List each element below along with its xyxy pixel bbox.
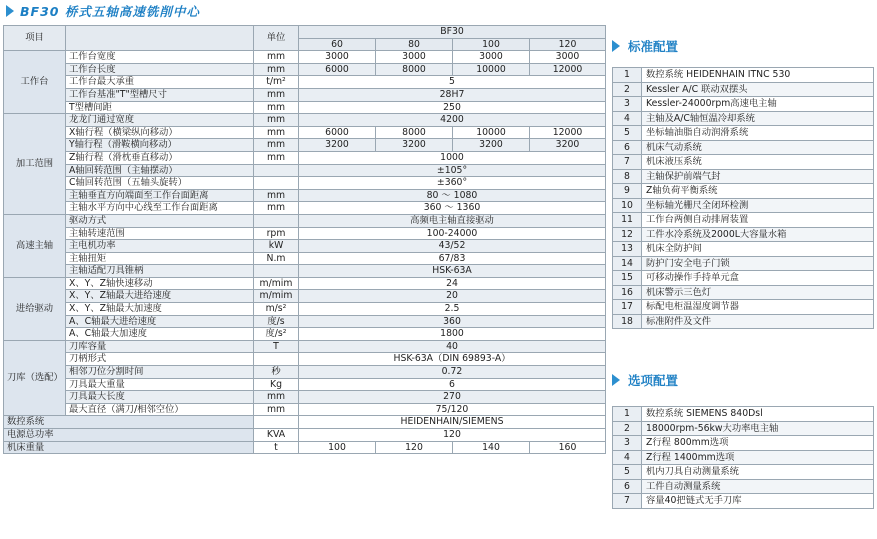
item-label: A、C轴最大加速度: [66, 328, 254, 341]
item-label: X轴行程（横梁纵向移动）: [66, 126, 254, 139]
value-cell: 5: [299, 76, 606, 89]
item-label: 主轴水平方向中心线至工作台面距离: [66, 202, 254, 215]
table-row: [4, 189, 606, 202]
spec-table: [3, 25, 606, 454]
list-item-number: 7: [613, 494, 642, 509]
value-cell: 10000: [453, 63, 530, 76]
value-cell: 10000: [453, 126, 530, 139]
unit-cell: mm: [254, 101, 299, 114]
list-item: [613, 407, 874, 422]
unit-cell: mm: [254, 63, 299, 76]
item-label: 主电机功率: [66, 240, 254, 253]
table-row: [4, 164, 606, 177]
list-item: [613, 184, 874, 199]
list-item-number: 16: [613, 285, 642, 300]
list-item-text: 数控系统 HEIDENHAIN ITNC 530: [642, 68, 874, 83]
value-cell: 6000: [299, 126, 376, 139]
value-cell: 28H7: [299, 88, 606, 101]
list-item-text: 机床气动系统: [642, 140, 874, 155]
list-item-number: 18: [613, 314, 642, 329]
optional-config-list: [612, 406, 874, 509]
item-label: T型槽间距: [66, 101, 254, 114]
list-item-number: 17: [613, 300, 642, 315]
standard-config-title: 标准配置: [628, 39, 679, 54]
value-cell: 160: [530, 441, 606, 454]
value-cell: 高频电主轴直接驱动: [299, 214, 606, 227]
arrow-icon: [6, 5, 14, 17]
list-item-number: 1: [613, 68, 642, 83]
list-item-number: 13: [613, 242, 642, 257]
header-column: 60: [299, 38, 376, 51]
list-item: [613, 169, 874, 184]
item-label: 机床重量: [4, 441, 254, 454]
list-item: [613, 140, 874, 155]
value-cell: 3200: [376, 139, 453, 152]
list-item: [613, 242, 874, 257]
unit-cell: mm: [254, 391, 299, 404]
value-cell: 270: [299, 391, 606, 404]
unit-cell: mm: [254, 126, 299, 139]
list-item: [613, 155, 874, 170]
page-title: BF30 桥式五轴高速铣削中心: [20, 4, 200, 19]
list-item-text: 机床警示三色灯: [642, 285, 874, 300]
unit-cell: rpm: [254, 227, 299, 240]
unit-cell: m/mim: [254, 277, 299, 290]
value-cell: 8000: [376, 126, 453, 139]
unit-cell: 度/s: [254, 315, 299, 328]
unit-cell: [254, 164, 299, 177]
list-item-text: 标配电柜温湿度调节器: [642, 300, 874, 315]
table-row: [4, 378, 606, 391]
value-cell: 100: [299, 441, 376, 454]
unit-cell: t: [254, 441, 299, 454]
list-item-number: 6: [613, 140, 642, 155]
list-item-text: Kessler A/C 联动双摆头: [642, 82, 874, 97]
item-label: 龙龙门通过宽度: [66, 114, 254, 127]
unit-cell: mm: [254, 403, 299, 416]
value-cell: 80 ～ 1080: [299, 189, 606, 202]
unit-cell: mm: [254, 151, 299, 164]
header-column: 100: [453, 38, 530, 51]
group-label: 刀库（选配）: [4, 340, 66, 416]
value-cell: 24: [299, 277, 606, 290]
list-item-text: Z行程 1400mm选项: [642, 450, 874, 465]
item-label: 刀柄形式: [66, 353, 254, 366]
value-cell: 3000: [376, 51, 453, 64]
table-row: [4, 277, 606, 290]
value-cell: HSK-63A（DIN 69893-A）: [299, 353, 606, 366]
value-cell: 67/83: [299, 252, 606, 265]
list-item: [613, 436, 874, 451]
table-row: [4, 101, 606, 114]
item-label: X、Y、Z轴最大进给速度: [66, 290, 254, 303]
table-row: [4, 227, 606, 240]
list-item-number: 15: [613, 271, 642, 286]
value-cell: 360: [299, 315, 606, 328]
item-label: 工作台最大承重: [66, 76, 254, 89]
group-label: 高速主轴: [4, 214, 66, 277]
value-cell: 12000: [530, 126, 606, 139]
table-row: [4, 265, 606, 278]
value-cell: 360 ～ 1360: [299, 202, 606, 215]
list-item-text: 工件自动测量系统: [642, 479, 874, 494]
list-item-text: 可移动操作手持单元盒: [642, 271, 874, 286]
table-row: [4, 353, 606, 366]
arrow-icon: [612, 374, 620, 386]
unit-cell: [254, 177, 299, 190]
unit-cell: [254, 214, 299, 227]
list-item: [613, 421, 874, 436]
list-item-text: 主轴保护前端气封: [642, 169, 874, 184]
list-item: [613, 97, 874, 112]
list-item-number: 14: [613, 256, 642, 271]
list-item-text: 坐标轴光栅尺全闭环检测: [642, 198, 874, 213]
header-row: [4, 26, 606, 39]
list-item-text: Kessler-24000rpm高速电主轴: [642, 97, 874, 112]
unit-cell: mm: [254, 202, 299, 215]
group-label: 进给驱动: [4, 277, 66, 340]
value-cell: 120: [299, 429, 606, 442]
header-model: BF30: [299, 26, 606, 39]
unit-cell: [254, 353, 299, 366]
list-item-text: 主轴及A/C轴恒温冷却系统: [642, 111, 874, 126]
list-item: [613, 285, 874, 300]
table-row: [4, 366, 606, 379]
optional-config-title: 选项配置: [628, 373, 679, 388]
unit-cell: KVA: [254, 429, 299, 442]
list-item-number: 4: [613, 111, 642, 126]
list-item-text: 机床全防护间: [642, 242, 874, 257]
value-cell: 3000: [453, 51, 530, 64]
arrow-icon: [612, 40, 620, 52]
value-cell: 75/120: [299, 403, 606, 416]
item-label: 主轴扭矩: [66, 252, 254, 265]
unit-cell: N.m: [254, 252, 299, 265]
list-item: [613, 300, 874, 315]
list-item-text: 容量40把链式无手刀库: [642, 494, 874, 509]
unit-cell: m/s²: [254, 303, 299, 316]
value-cell: 12000: [530, 63, 606, 76]
list-item-text: 标准附件及文件: [642, 314, 874, 329]
table-row: [4, 88, 606, 101]
list-item-number: 6: [613, 479, 642, 494]
item-label: C轴回转范围（五轴头旋转）: [66, 177, 254, 190]
value-cell: 1000: [299, 151, 606, 164]
value-cell: ±360°: [299, 177, 606, 190]
list-item: [613, 68, 874, 83]
unit-cell: 秒: [254, 366, 299, 379]
list-item-number: 5: [613, 126, 642, 141]
list-item-number: 3: [613, 97, 642, 112]
table-row: [4, 240, 606, 253]
unit-cell: mm: [254, 51, 299, 64]
item-label: 工作台基准"T"型槽尺寸: [66, 88, 254, 101]
value-cell: ±105°: [299, 164, 606, 177]
value-cell: 3200: [530, 139, 606, 152]
item-label: 主轴适配刀具锥柄: [66, 265, 254, 278]
list-item: [613, 213, 874, 228]
unit-cell: [254, 416, 299, 429]
value-cell: 4200: [299, 114, 606, 127]
table-row: [4, 126, 606, 139]
optional-config-section: [612, 369, 874, 509]
list-item: [613, 111, 874, 126]
table-row: [4, 290, 606, 303]
unit-cell: 度/s²: [254, 328, 299, 341]
table-row: [4, 328, 606, 341]
value-cell: 100-24000: [299, 227, 606, 240]
standard-config-list: [612, 67, 874, 329]
list-item: [613, 227, 874, 242]
table-row: [4, 63, 606, 76]
list-item-number: 11: [613, 213, 642, 228]
value-cell: 2.5: [299, 303, 606, 316]
value-cell: HSK-63A: [299, 265, 606, 278]
list-item: [613, 126, 874, 141]
list-item: [613, 465, 874, 480]
table-row: [4, 340, 606, 353]
table-row: [4, 51, 606, 64]
value-cell: 43/52: [299, 240, 606, 253]
group-label: 工作台: [4, 51, 66, 114]
item-label: X、Y、Z轴快速移动: [66, 277, 254, 290]
unit-cell: m/mim: [254, 290, 299, 303]
list-item: [613, 82, 874, 97]
list-item-number: 8: [613, 169, 642, 184]
table-row: [4, 214, 606, 227]
table-row: [4, 429, 606, 442]
item-label: Y轴行程（滑鞍横向移动）: [66, 139, 254, 152]
header-item-blank: [66, 26, 254, 51]
item-label: 数控系统: [4, 416, 254, 429]
header-column: 120: [530, 38, 606, 51]
table-row: [4, 151, 606, 164]
list-item: [613, 450, 874, 465]
list-item-text: 机内刀具自动测量系统: [642, 465, 874, 480]
item-label: 工作台宽度: [66, 51, 254, 64]
list-item-number: 5: [613, 465, 642, 480]
item-label: 主轴转速范围: [66, 227, 254, 240]
value-cell: 40: [299, 340, 606, 353]
unit-cell: [254, 265, 299, 278]
value-cell: 6000: [299, 63, 376, 76]
list-item: [613, 314, 874, 329]
table-row: [4, 441, 606, 454]
list-item-number: 12: [613, 227, 642, 242]
list-item-text: 数控系统 SIEMENS 840Dsl: [642, 407, 874, 422]
group-label: 加工范围: [4, 114, 66, 215]
table-row: [4, 416, 606, 429]
list-item-number: 3: [613, 436, 642, 451]
list-item-number: 10: [613, 198, 642, 213]
list-item: [613, 479, 874, 494]
list-item: [613, 271, 874, 286]
table-row: [4, 114, 606, 127]
value-cell: HEIDENHAIN/SIEMENS: [299, 416, 606, 429]
item-label: Z轴行程（滑枕垂直移动）: [66, 151, 254, 164]
item-label: 主轴垂直方向端面至工作台面距离: [66, 189, 254, 202]
item-label: 工作台长度: [66, 63, 254, 76]
list-item-number: 7: [613, 155, 642, 170]
unit-cell: mm: [254, 189, 299, 202]
item-label: X、Y、Z轴最大加速度: [66, 303, 254, 316]
value-cell: 8000: [376, 63, 453, 76]
table-row: [4, 391, 606, 404]
item-label: 驱动方式: [66, 214, 254, 227]
list-item: [613, 494, 874, 509]
list-item-text: 防护门安全电子门锁: [642, 256, 874, 271]
item-label: 刀库容量: [66, 340, 254, 353]
item-label: 刀具最大重量: [66, 378, 254, 391]
unit-cell: mm: [254, 114, 299, 127]
header-unit: 单位: [254, 26, 299, 51]
unit-cell: mm: [254, 139, 299, 152]
header-item: 项目: [4, 26, 66, 51]
page-title-bar: [0, 0, 610, 22]
item-label: A轴回转范围（主轴摆动）: [66, 164, 254, 177]
value-cell: 20: [299, 290, 606, 303]
table-row: [4, 177, 606, 190]
value-cell: 120: [376, 441, 453, 454]
item-label: 电源总功率: [4, 429, 254, 442]
value-cell: 3000: [530, 51, 606, 64]
table-row: [4, 139, 606, 152]
list-item-text: Z轴负荷平衡系统: [642, 184, 874, 199]
unit-cell: mm: [254, 88, 299, 101]
list-item-text: 工件水冷系统及2000L大容量水箱: [642, 227, 874, 242]
unit-cell: T: [254, 340, 299, 353]
table-row: [4, 315, 606, 328]
value-cell: 1800: [299, 328, 606, 341]
value-cell: 140: [453, 441, 530, 454]
value-cell: 0.72: [299, 366, 606, 379]
list-item-number: 9: [613, 184, 642, 199]
header-column: 80: [376, 38, 453, 51]
standard-config-heading: [612, 35, 874, 57]
list-item-number: 2: [613, 421, 642, 436]
item-label: 刀具最大长度: [66, 391, 254, 404]
item-label: 相邻刀位分割时间: [66, 366, 254, 379]
value-cell: 3000: [299, 51, 376, 64]
list-item-text: Z行程 800mm选项: [642, 436, 874, 451]
table-row: [4, 202, 606, 215]
value-cell: 3200: [299, 139, 376, 152]
value-cell: 250: [299, 101, 606, 114]
item-label: A、C轴最大进给速度: [66, 315, 254, 328]
table-row: [4, 403, 606, 416]
unit-cell: kW: [254, 240, 299, 253]
standard-config-section: [612, 35, 874, 329]
unit-cell: t/m²: [254, 76, 299, 89]
list-item: [613, 256, 874, 271]
list-item-text: 18000rpm-56kw大功率电主轴: [642, 421, 874, 436]
table-row: [4, 76, 606, 89]
list-item-text: 工作台两侧自动排屑装置: [642, 213, 874, 228]
optional-config-heading: [612, 369, 874, 391]
list-item-number: 1: [613, 407, 642, 422]
item-label: 最大直径（满刀/相邻空位）: [66, 403, 254, 416]
table-row: [4, 303, 606, 316]
list-item-number: 4: [613, 450, 642, 465]
value-cell: 6: [299, 378, 606, 391]
unit-cell: Kg: [254, 378, 299, 391]
list-item-text: 坐标轴油脂自动润滑系统: [642, 126, 874, 141]
list-item-number: 2: [613, 82, 642, 97]
list-item-text: 机床液压系统: [642, 155, 874, 170]
value-cell: 3200: [453, 139, 530, 152]
list-item: [613, 198, 874, 213]
table-row: [4, 252, 606, 265]
